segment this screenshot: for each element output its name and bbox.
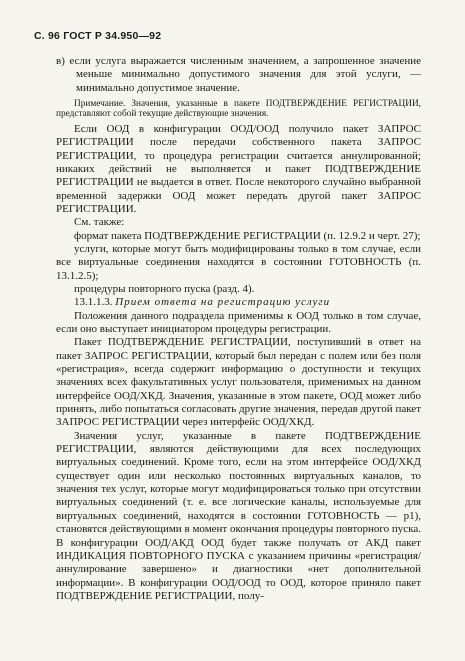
- section-title: Прием ответа на регистрацию услуги: [115, 296, 331, 309]
- see-also-label: См. также:: [74, 216, 125, 229]
- paragraph-item-c: в) если услуга выражается численным значением, а запрошенное значение меньше минимально допустимого значения для этой услуги, — минимально допустимое значение.: [56, 55, 421, 94]
- see-also-item: процедуры повторного пуска (разд. 4).: [74, 282, 255, 295]
- note-paragraph: Примечание. Значения, указанные в пакете ПОДТВЕРЖДЕНИЕ РЕГИСТРАЦИИ, представляют собой текущие действующие значения.: [56, 99, 421, 120]
- see-also-item: формат пакета ПОДТВЕРЖДЕНИЕ РЕГИСТРАЦИИ (п. 12.9.2 и черт. 27);: [74, 229, 421, 242]
- section-heading: [56, 296, 421, 309]
- paragraph: Значения услуг, указанные в пакете ПОДТВЕРЖДЕНИЕ РЕГИСТРАЦИИ, являются действующими для всех последующих виртуальных соединений. Кроме того, если на этом интерфейсе ООД/ХКД существует один или несколько постоянных виртуальных каналов, то значения тех услуг, которые могут модифицироваться только при отсутствии виртуальных соединений (т. е. все логические каналы, используемые для виртуальных соединений, находятся в состоянии ГОТОВНОСТЬ — p1), становятся действующими в момент окончания процедуры повторного пуска. В конфигурации ООД/АКД ООД будет также получать от АКД пакет ИНДИКАЦИЯ ПОВТОРНОГО ПУСКА с указанием причины «регистрация/аннулирование завершено» и диагностики «нет дополнительной информации». В конфигурации ООД/ООД то ООД, которое приняло пакет ПОДТВЕРЖДЕНИЕ РЕГИСТРАЦИИ, полу-: [56, 429, 421, 602]
- see-also-item: услуги, которые могут быть модифицированы только в том случае, если все виртуальные соединения находятся в состоянии ГОТОВНОСТЬ (п. 13.1.2.5);: [56, 242, 421, 282]
- section-number: 13.1.1.3.: [74, 296, 116, 309]
- paragraph: Положения данного подраздела применимы к ООД только в том случае, если оно выступает инициатором процедуры регистрации.: [56, 309, 421, 335]
- paragraph: Пакет ПОДТВЕРЖДЕНИЕ РЕГИСТРАЦИИ, поступивший в ответ на пакет ЗАПРОС РЕГИСТРАЦИИ, который был передан с полем или без поля «регистрация», всегда содержит информацию о доступности и текущих значениях всех факультативных услуг пользователя, применимых на данном интерфейсе ООД/ХКД. Значения, указанные в этом пакете, ООД может либо принять, либо попытаться согласовать другие значения, передав другой пакет ЗАПРОС РЕГИСТРАЦИИ через интерфейс ООД/ХКД.: [56, 336, 421, 429]
- paragraph: Если ООД в конфигурации ООД/ООД получило пакет ЗАПРОС РЕГИСТРАЦИИ после передачи собственного пакета ЗАПРОС РЕГИСТРАЦИИ, то процедура регистрации считается аннулированной; никаких действий не выполняется и пакет ПОДТВЕРЖДЕНИЕ РЕГИСТРАЦИИ не выдается в ответ. После некоторого случайно выбранной временной задержки ООД может передать другой пакет ЗАПРОС РЕГИСТРАЦИИ.: [56, 122, 421, 215]
- page-header: С. 96 ГОСТ Р 34.950—92: [34, 30, 162, 42]
- document-body: [56, 55, 421, 603]
